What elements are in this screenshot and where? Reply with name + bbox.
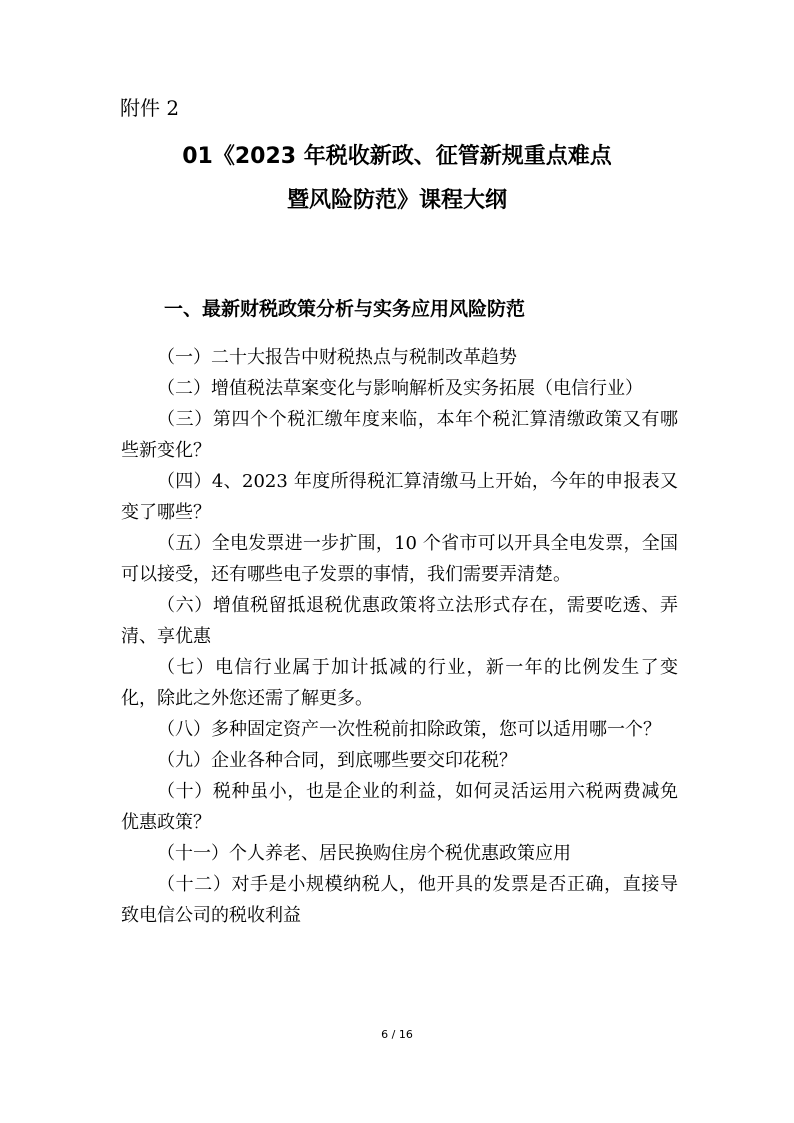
page-number: 6 / 16	[381, 1028, 413, 1041]
section-heading: 一、最新财税政策分析与实务应用风险防范	[164, 298, 526, 320]
document-title-line1: 01《2023 年税收新政、征管新规重点难点	[182, 144, 612, 169]
outline-item-6: （六）增值税留抵退税优惠政策将立法形式存在，需要吃透、弄清、享优惠	[121, 595, 678, 647]
outline-item-10: （十）税种虽小，也是企业的利益，如何灵活运用六税两费减免优惠政策？	[121, 781, 678, 833]
outline-item-11: （十一）个人养老、居民换购住房个税优惠政策应用	[157, 843, 571, 864]
outline-item-4: （四）4、2023 年度所得税汇算清缴马上开始，今年的申报表又变了哪些？	[121, 471, 678, 523]
outline-item-8: （八）多种固定资产一次性税前扣除政策，您可以适用哪一个？	[157, 719, 661, 740]
attachment-label: 附件 2	[120, 96, 180, 120]
outline-item-2: （二）增值税法草案变化与影响解析及实务拓展（电信行业）	[157, 378, 643, 399]
outline-item-7: （七）电信行业属于加计抵减的行业，新一年的比例发生了变化，除此之外您还需了解更多。	[121, 657, 678, 709]
document-title-line2: 暨风险防范》课程大纲	[286, 188, 507, 213]
outline-item-1: （一）二十大报告中财税热点与税制改革趋势	[157, 347, 517, 368]
outline-item-5: （五）全电发票进一步扩围，10 个省市可以开具全电发票，全国可以接受，还有哪些电子发票的事情，我们需要弄清楚。	[121, 533, 678, 585]
outline-item-12: （十二）对手是小规模纳税人，他开具的发票是否正确，直接导致电信公司的税收利益	[121, 874, 678, 926]
outline-item-3: （三）第四个个税汇缴年度来临，本年个税汇算清缴政策又有哪些新变化？	[121, 409, 678, 461]
outline-list	[121, 342, 678, 931]
outline-item-9: （九）企业各种合同，到底哪些要交印花税？	[157, 750, 517, 771]
